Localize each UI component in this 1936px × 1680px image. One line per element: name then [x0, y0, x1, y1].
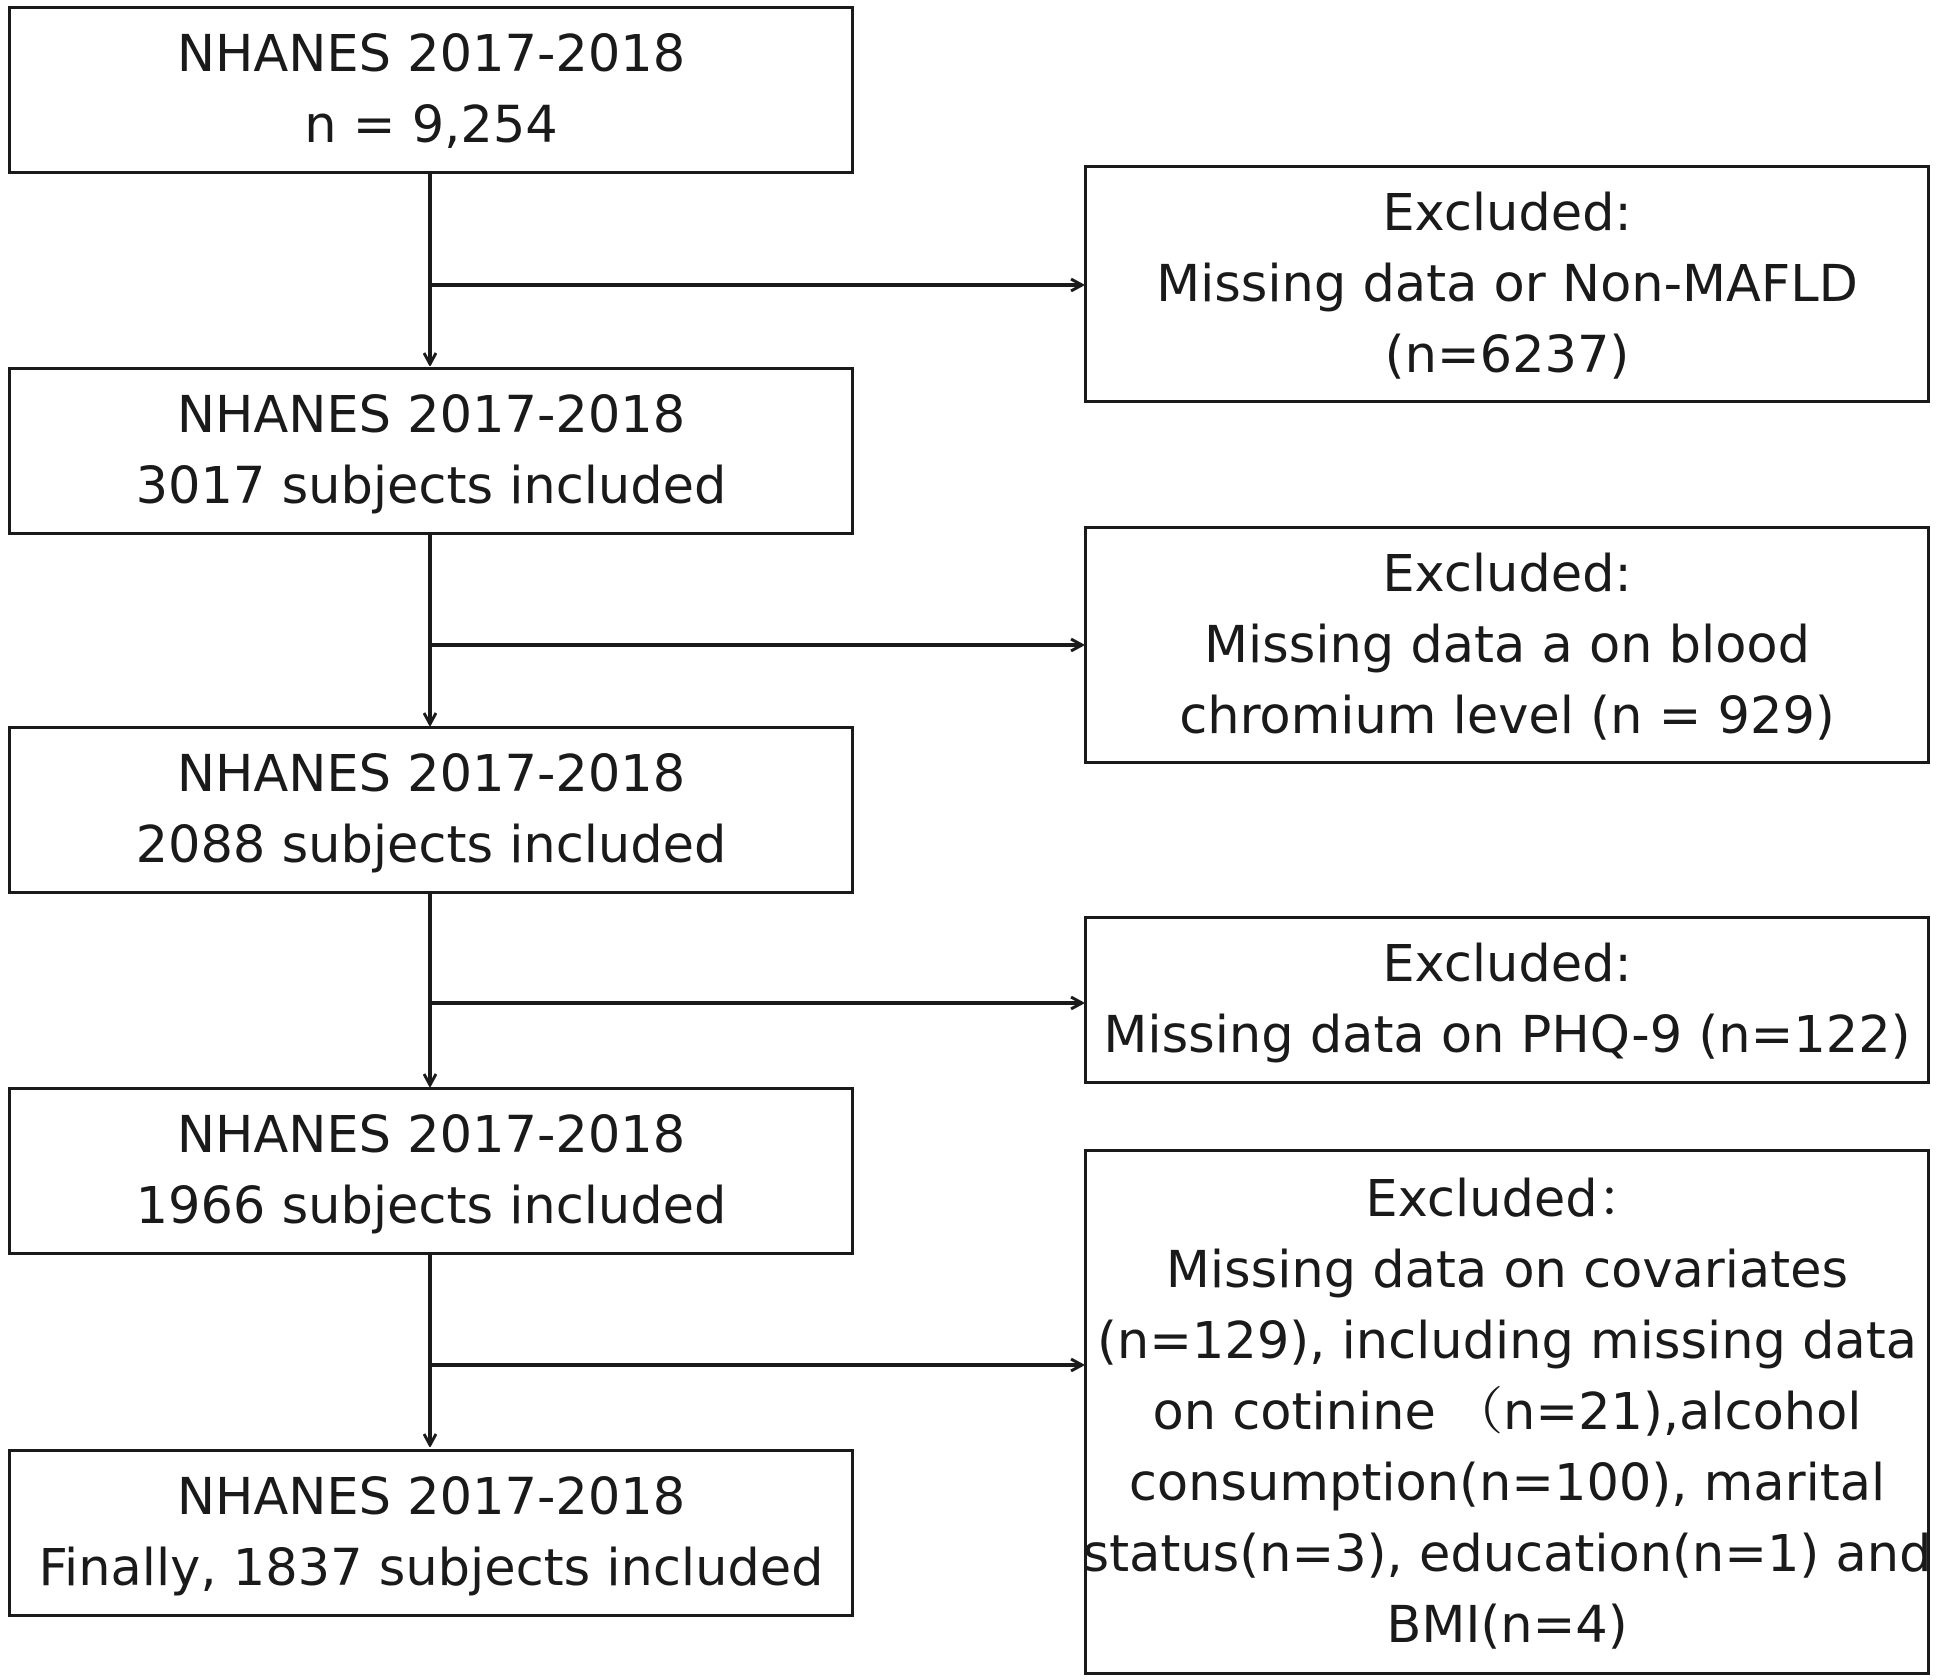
exclusion-box-2 — [1084, 526, 1930, 764]
exclusion-box-line: Missing data a on blood — [1204, 615, 1810, 675]
exclusion-box-line: chromium level (n = 929) — [1179, 686, 1835, 746]
exclusion-box-line: Missing data on PHQ-9 (n=122) — [1103, 1006, 1911, 1065]
exclusion-box-line: BMI(n=4) — [1386, 1595, 1628, 1655]
exclusion-box-line: Excluded: — [1382, 183, 1632, 243]
main-box-line: n = 9,254 — [304, 96, 558, 155]
exclusion-box-line: on cotinine （n=21),alcohol — [1152, 1382, 1862, 1442]
main-box-line: NHANES 2017-2018 — [176, 386, 686, 445]
exclusion-box-line: Missing data or Non-MAFLD — [1156, 254, 1858, 314]
main-box-line: 2088 subjects included — [135, 816, 727, 875]
exclusion-box-1 — [1084, 165, 1930, 403]
exclusion-box-line: Missing data on covariates — [1165, 1240, 1849, 1300]
main-box-initial — [8, 6, 854, 174]
main-box-line: Finally, 1837 subjects included — [38, 1539, 824, 1598]
exclusion-box-line: status(n=3), education(n=1) and — [1082, 1524, 1932, 1584]
exclusion-box-line: (n=129), including missing data — [1096, 1311, 1918, 1371]
main-box-step-3 — [8, 726, 854, 894]
main-box-step-2 — [8, 367, 854, 535]
main-box-line: 3017 subjects included — [135, 457, 727, 516]
exclusion-box-4 — [1084, 1149, 1930, 1675]
main-box-line: 1966 subjects included — [135, 1177, 727, 1236]
exclusion-box-line: Excluded: — [1382, 935, 1632, 994]
exclusion-box-line: (n=6237) — [1384, 325, 1630, 385]
main-box-final — [8, 1449, 854, 1617]
exclusion-box-line: consumption(n=100), marital — [1128, 1453, 1886, 1513]
main-box-line: NHANES 2017-2018 — [176, 745, 686, 804]
main-box-line: NHANES 2017-2018 — [176, 1106, 686, 1165]
main-box-line: NHANES 2017-2018 — [176, 25, 686, 84]
exclusion-box-line: Excluded: — [1382, 544, 1632, 604]
main-box-step-4 — [8, 1087, 854, 1255]
exclusion-box-3 — [1084, 916, 1930, 1084]
exclusion-box-line: Excluded： — [1365, 1169, 1649, 1229]
main-box-line: NHANES 2017-2018 — [176, 1468, 686, 1527]
